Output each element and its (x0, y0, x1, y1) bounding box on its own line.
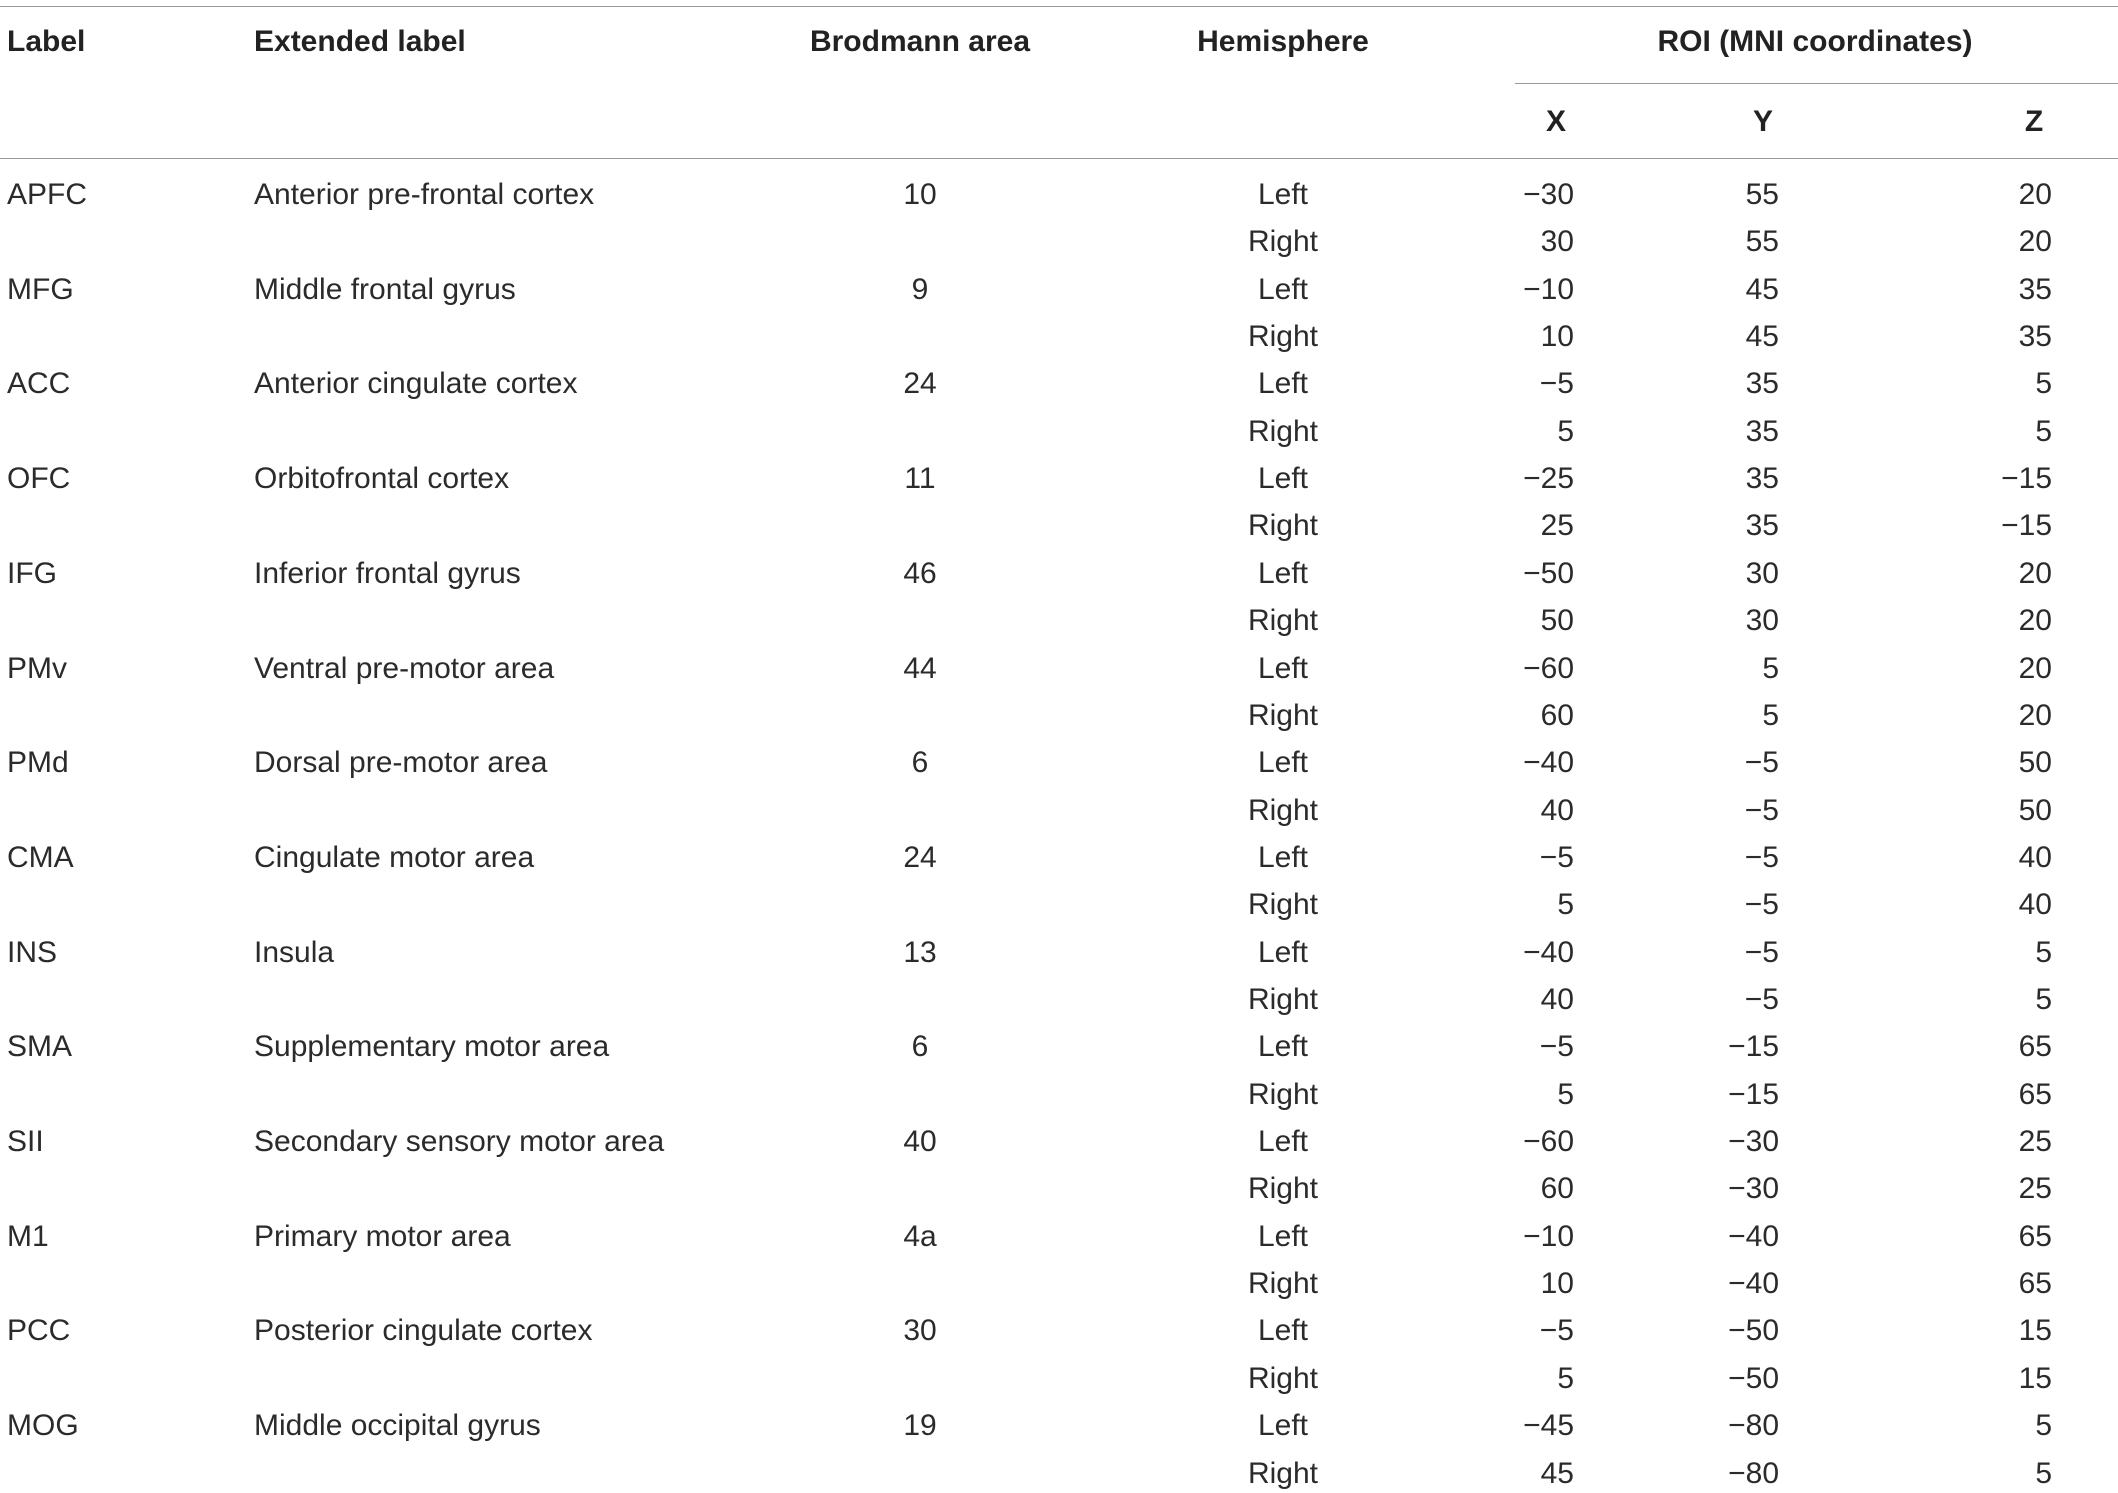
cell-y: −30 (1728, 1125, 1779, 1158)
cell-z: 15 (2018, 1314, 2052, 1348)
cell-z: 5 (2035, 414, 2052, 448)
cell-extended-label: Dorsal pre-motor area (254, 746, 548, 780)
header-label: Label (7, 25, 86, 58)
cell-x: −5 (1539, 367, 1574, 401)
cell-hemisphere: Left (1257, 272, 1309, 306)
cell-brodmann-area: 11 (904, 462, 936, 496)
cell-extended-label: Posterior cingulate cortex (254, 1314, 593, 1348)
cell-x: 40 (1540, 793, 1574, 827)
cell-z: 25 (2018, 1172, 2052, 1206)
cell-z: −15 (2001, 509, 2052, 543)
cell-hemisphere: Left (1257, 746, 1309, 780)
cell-y: −5 (1744, 746, 1779, 780)
header-roi-mni-coordinates: ROI (MNI coordinates) (1657, 25, 1973, 58)
cell-brodmann-area: 30 (903, 1314, 937, 1348)
header-x: X (1545, 105, 1567, 138)
cell-y: −15 (1728, 1030, 1779, 1064)
cell-extended-label: Inferior frontal gyrus (254, 556, 521, 590)
cell-extended-label: Cingulate motor area (254, 840, 535, 874)
cell-label: PMv (7, 651, 67, 685)
cell-y: −80 (1728, 1456, 1779, 1490)
cell-z: 20 (2018, 556, 2052, 590)
cell-extended-label: Anterior cingulate cortex (254, 367, 578, 401)
cell-label: MFG (7, 272, 74, 306)
cell-brodmann-area: 24 (903, 840, 937, 874)
cell-z: −15 (2001, 462, 2052, 496)
cell-z: 5 (2035, 1456, 2052, 1490)
cell-z: 15 (2018, 1361, 2052, 1395)
cell-y: −30 (1728, 1172, 1779, 1206)
cell-x: 10 (1540, 1267, 1574, 1300)
cell-x: −60 (1523, 1125, 1574, 1158)
header-bottom-rule (0, 158, 2118, 159)
cell-label: PCC (7, 1314, 71, 1348)
cell-hemisphere: Left (1257, 367, 1309, 401)
cell-x: 5 (1557, 1361, 1574, 1395)
cell-hemisphere: Right (1247, 320, 1319, 354)
cell-extended-label: Secondary sensory motor area (254, 1125, 665, 1158)
cell-hemisphere: Right (1247, 1077, 1319, 1111)
cell-y: 35 (1745, 509, 1779, 543)
cell-z: 5 (2035, 367, 2052, 401)
cell-label: OFC (7, 462, 71, 496)
cell-brodmann-area: 4a (903, 1219, 937, 1253)
header-y: Y (1752, 105, 1774, 138)
cell-y: −5 (1744, 840, 1779, 874)
cell-y: −15 (1728, 1077, 1779, 1111)
cell-label: SII (7, 1125, 44, 1158)
cell-z: 5 (2035, 935, 2052, 969)
cell-y: 5 (1762, 651, 1779, 685)
cell-x: 10 (1540, 320, 1574, 354)
cell-y: −40 (1728, 1219, 1779, 1253)
roi-group-rule (1515, 83, 2118, 84)
cell-x: 5 (1557, 414, 1574, 448)
cell-y: −5 (1744, 935, 1779, 969)
cell-x: 50 (1540, 604, 1574, 638)
cell-x: 60 (1540, 698, 1574, 732)
cell-z: 5 (2035, 1409, 2052, 1443)
cell-z: 40 (2018, 888, 2052, 922)
cell-brodmann-area: 13 (903, 935, 937, 969)
cell-z: 50 (2018, 793, 2052, 827)
cell-y: −5 (1744, 983, 1779, 1016)
cell-brodmann-area: 24 (903, 367, 937, 401)
cell-x: −30 (1523, 178, 1574, 211)
cell-y: 55 (1745, 178, 1779, 211)
cell-y: −50 (1728, 1314, 1779, 1348)
cell-brodmann-area: 6 (911, 1030, 929, 1064)
cell-x: 5 (1557, 888, 1574, 922)
cell-x: −10 (1523, 1219, 1574, 1253)
cell-x: −40 (1523, 746, 1574, 780)
cell-label: ACC (7, 367, 71, 401)
cell-brodmann-area: 10 (903, 178, 937, 211)
cell-z: 65 (2018, 1219, 2052, 1253)
cell-y: −40 (1728, 1267, 1779, 1300)
cell-y: 55 (1745, 225, 1779, 259)
cell-z: 35 (2018, 272, 2052, 306)
cell-z: 5 (2035, 983, 2052, 1016)
cell-z: 50 (2018, 746, 2052, 780)
cell-hemisphere: Left (1257, 556, 1309, 590)
cell-y: 5 (1762, 698, 1779, 732)
cell-z: 20 (2018, 698, 2052, 732)
cell-extended-label: Supplementary motor area (254, 1030, 610, 1064)
cell-x: 60 (1540, 1172, 1574, 1206)
header-extended-label: Extended label (254, 25, 466, 58)
cell-y: 35 (1745, 367, 1779, 401)
cell-x: −5 (1539, 1030, 1574, 1064)
cell-x: −10 (1523, 272, 1574, 306)
cell-x: −5 (1539, 840, 1574, 874)
cell-extended-label: Primary motor area (254, 1219, 511, 1253)
cell-brodmann-area: 9 (911, 272, 929, 306)
cell-hemisphere: Right (1247, 1172, 1319, 1206)
cell-z: 25 (2018, 1125, 2052, 1158)
cell-x: −5 (1539, 1314, 1574, 1348)
cell-brodmann-area: 19 (903, 1409, 937, 1443)
cell-extended-label: Ventral pre-motor area (254, 651, 555, 685)
cell-z: 20 (2018, 651, 2052, 685)
cell-extended-label: Middle occipital gyrus (254, 1409, 541, 1443)
cell-hemisphere: Left (1257, 1314, 1309, 1348)
cell-hemisphere: Left (1257, 1125, 1309, 1158)
cell-hemisphere: Left (1257, 935, 1309, 969)
cell-hemisphere: Left (1257, 462, 1309, 496)
cell-label: PMd (7, 746, 69, 780)
cell-brodmann-area: 46 (903, 556, 937, 590)
cell-x: −40 (1523, 935, 1574, 969)
cell-y: 45 (1745, 320, 1779, 354)
cell-x: 40 (1540, 983, 1574, 1016)
header-hemisphere: Hemisphere (1197, 25, 1369, 58)
cell-hemisphere: Left (1257, 1219, 1309, 1253)
cell-extended-label: Anterior pre-frontal cortex (254, 178, 595, 211)
cell-hemisphere: Right (1247, 698, 1319, 732)
cell-hemisphere: Right (1247, 1361, 1319, 1395)
cell-label: IFG (7, 556, 57, 590)
cell-extended-label: Insula (254, 935, 335, 969)
cell-y: −50 (1728, 1361, 1779, 1395)
cell-x: 30 (1540, 225, 1574, 259)
cell-hemisphere: Left (1257, 178, 1309, 211)
cell-hemisphere: Right (1247, 1456, 1319, 1490)
cell-hemisphere: Left (1257, 1030, 1309, 1064)
cell-y: 45 (1745, 272, 1779, 306)
cell-y: 35 (1745, 414, 1779, 448)
cell-label: INS (7, 935, 58, 969)
cell-brodmann-area: 40 (903, 1125, 937, 1158)
cell-label: SMA (7, 1030, 73, 1064)
cell-hemisphere: Left (1257, 651, 1309, 685)
cell-y: −5 (1744, 888, 1779, 922)
cell-hemisphere: Right (1247, 983, 1319, 1016)
cell-x: −45 (1523, 1409, 1574, 1443)
cell-y: −80 (1728, 1409, 1779, 1443)
cell-hemisphere: Right (1247, 888, 1319, 922)
cell-x: −50 (1523, 556, 1574, 590)
table-top-rule (0, 6, 2118, 7)
cell-brodmann-area: 44 (903, 651, 937, 685)
cell-z: 35 (2018, 320, 2052, 354)
cell-z: 40 (2018, 840, 2052, 874)
cell-x: −60 (1523, 651, 1574, 685)
cell-x: 5 (1557, 1077, 1574, 1111)
cell-y: 35 (1745, 462, 1779, 496)
cell-label: M1 (7, 1219, 49, 1253)
cell-hemisphere: Right (1247, 793, 1319, 827)
cell-hemisphere: Left (1257, 1409, 1309, 1443)
header-brodmann-area: Brodmann area (809, 25, 1031, 58)
cell-brodmann-area: 6 (911, 746, 929, 780)
cell-hemisphere: Right (1247, 509, 1319, 543)
cell-extended-label: Middle frontal gyrus (254, 272, 516, 306)
cell-z: 20 (2018, 178, 2052, 211)
cell-x: 25 (1540, 509, 1574, 543)
cell-label: MOG (7, 1409, 79, 1443)
cell-hemisphere: Left (1257, 840, 1309, 874)
cell-z: 20 (2018, 225, 2052, 259)
cell-y: 30 (1745, 604, 1779, 638)
cell-z: 65 (2018, 1077, 2052, 1111)
cell-x: −25 (1523, 462, 1574, 496)
cell-z: 65 (2018, 1030, 2052, 1064)
cell-hemisphere: Right (1247, 1267, 1319, 1300)
cell-z: 20 (2018, 604, 2052, 638)
cell-label: CMA (7, 840, 74, 874)
cell-label: APFC (7, 178, 88, 211)
cell-hemisphere: Right (1247, 414, 1319, 448)
cell-hemisphere: Right (1247, 604, 1319, 638)
cell-x: 45 (1540, 1456, 1574, 1490)
cell-y: −5 (1744, 793, 1779, 827)
header-z: Z (2024, 105, 2044, 138)
cell-extended-label: Orbitofrontal cortex (254, 462, 510, 496)
cell-hemisphere: Right (1247, 225, 1319, 259)
cell-z: 65 (2018, 1267, 2052, 1300)
cell-y: 30 (1745, 556, 1779, 590)
